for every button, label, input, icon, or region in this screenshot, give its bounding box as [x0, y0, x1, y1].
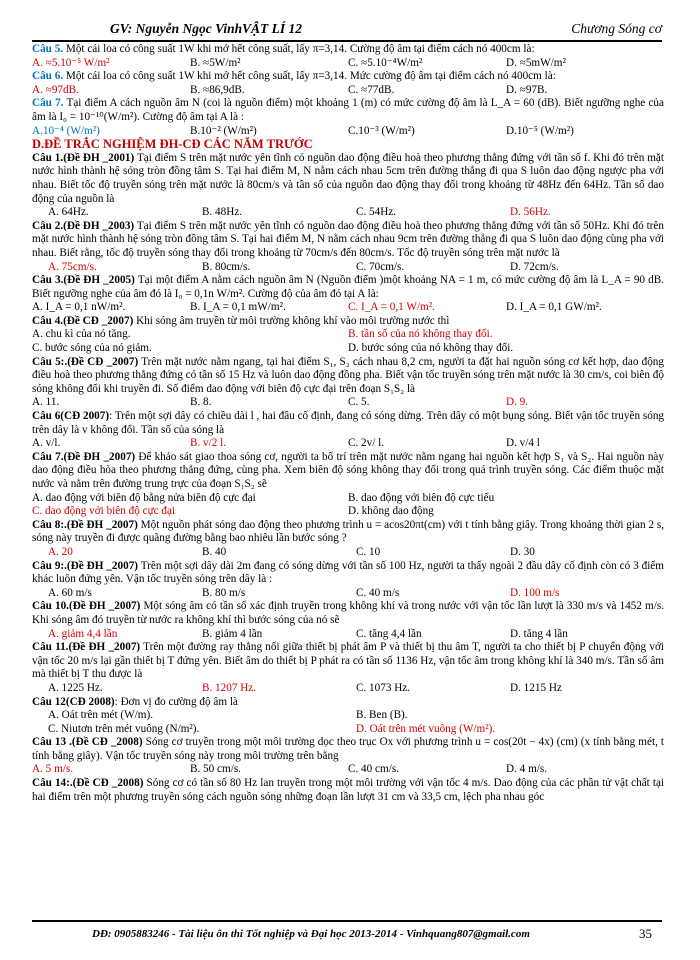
option-c: C. 5.: [348, 396, 370, 409]
section-heading: D.ĐỀ TRẮC NGHIỆM ĐH-CĐ CÁC NĂM TRƯỚC: [32, 137, 313, 152]
exam-question-5: Câu 5:.(Đề CĐ _2007) Trên mặt nước nằm ngang, tại hai điểm S₁, S₂ cách nhau 8,2 cm, người ta đặt hai nguồn sóng cơ kết hợp, dao động điều hoà theo phương thẳng đứng có tần số 15 Hz và luôn dao động đồng pha. Biết vận tốc truyền sóng trên mặt nước là 30 cm/s, coi biên độ sóng không đổi khi truyền đi. Số điểm dao động với biên độ cực đại trên đoạn S₁S₂ là: [32, 355, 664, 395]
exam-question-2-options: [32, 261, 664, 275]
option-c: C. Niutơn trên mét vuông (N/m²).: [48, 722, 200, 735]
option-c: C. tăng 4,4 lần: [356, 627, 422, 640]
option-c: C. bước sóng của nó giảm.: [32, 342, 152, 355]
question-6: Câu 6. Một cái loa có công suất 1W khi mở hết công suất, lấy π=3,14. Mức cường độ âm tại điểm cách nó 400cm là:: [32, 70, 556, 83]
document-body: [32, 43, 664, 804]
exam-question-12-options-ab: [32, 709, 664, 723]
option-b: B.10⁻² (W/m²): [190, 124, 257, 137]
option-c: C.10⁻³ (W/m²): [348, 124, 415, 137]
page-header: [32, 22, 662, 40]
option-a: A. 1225 Hz.: [48, 681, 103, 694]
option-b: B. 1207 Hz.: [202, 681, 257, 694]
exam-question-8: Câu 8:.(Đề ĐH _2007) Một nguồn phát sóng dao động theo phương trình u = acos20πt(cm) với t tính bằng giây. Trong khoảng thời gian 2 s, sóng này truyền đi được quãng đường bằng bao nhiêu lần bước sóng ?: [32, 518, 664, 545]
header-rule: [32, 40, 662, 42]
chapter-title: Chương Sóng cơ: [571, 21, 662, 36]
option-b: B. 80 m/s: [202, 586, 246, 599]
exam-question-14: Câu 14:.(Đề CĐ _2008) Sóng cơ có tần số 80 Hz lan truyền trong một môi trường với vận tốc 4 m/s. Dao động của các phần tử vật chất tại hai điểm trên một phương truyền sóng cách nguồn sóng những đoạn lần lượt 31 cm và 33,5 cm, lệch pha nhau góc: [32, 777, 665, 803]
exam-question-10: Câu 10.(Đề ĐH _2007) Một sóng âm có tần số xác định truyền trong không khí và trong nước với vận tốc lần lượt là 330 m/s và 1452 m/s. Khi sóng âm đó truyền từ nước ra không khí thì bước sóng của nó sẽ: [32, 600, 665, 626]
exam-question-8-options: [32, 546, 664, 560]
option-d: D. 4 m/s.: [506, 763, 548, 776]
option-d: D. v/4 l: [506, 437, 540, 450]
option-a: A. I_A = 0,1 nW/m².: [32, 301, 126, 314]
option-d: D. 1215 Hz: [510, 681, 562, 694]
option-b: B. 40: [202, 545, 227, 558]
exam-question-1-options: [32, 206, 664, 220]
option-b: B. 8.: [190, 396, 212, 409]
option-d: D. tăng 4 lần: [510, 627, 568, 640]
exam-question-4-options-cd: [32, 342, 664, 356]
option-a: A. giảm 4,4 lần: [48, 627, 118, 640]
option-a: A. 64Hz.: [48, 206, 89, 219]
option-a: A. v/l.: [32, 437, 61, 450]
page-number: 35: [639, 926, 652, 941]
option-d: D. 30: [510, 545, 535, 558]
option-a: A. 75cm/s.: [48, 260, 97, 273]
option-b: B. ≈5W/m²: [190, 56, 241, 69]
option-d: D. không dao động: [348, 505, 434, 518]
option-c: C. 2v/ l.: [348, 437, 385, 450]
option-b: B. Ben (B).: [356, 709, 408, 722]
footer-text: DĐ: 0905883246 - Tài liệu ôn thi Tốt nghiệp và Đại học 2013-2014 - Vinhquang807@gmail.com: [92, 928, 530, 940]
option-c: C. ≈77dB.: [348, 83, 395, 96]
option-d: D. I_A = 0,1 GW/m².: [506, 301, 602, 314]
exam-question-13-options: [32, 763, 664, 777]
option-b: B. v/2 l.: [190, 437, 227, 450]
option-a: A. 60 m/s: [48, 586, 92, 599]
option-d: D. ≈5mW/m²: [506, 56, 566, 69]
exam-question-7-options-cd: [32, 505, 664, 519]
exam-question-7: Câu 7.(Đề ĐH _2007) Để khảo sát giao thoa sóng cơ, người ta bố trí trên mặt nước nằm ngang hai nguồn kết hợp S₁ và S₂. Hai nguồn này dao động điều hòa theo phương thẳng đứng, cùng pha. Xem biên độ sóng không thay đổi trong quá trình truyền sóng. Các điểm thuộc mặt nước và nằm trên đường trung trực của đoạn S₁S₂ sẽ: [32, 450, 664, 490]
option-c: C. 10: [356, 545, 381, 558]
exam-question-1: Câu 1.(Đề ĐH _2001) Tại điểm S trên mặt nước yên tĩnh có nguồn dao động điều hoà theo phương thẳng đứng với tần số f. Khi đó trên mặt nước hình thành hệ sóng tròn đồng tâm S. Tại hai điểm M, N nằm cách nhau 5cm trên đường thẳng đi qua S luôn dao động ngược pha với nhau. Biết tốc độ truyền sóng trên mặt nước là 80cm/s và tần số của nguồn dao động thay đổi trong khoảng từ 48Hz đến 64Hz. Tần số dao động của nguồn là: [32, 151, 664, 205]
question-6-options: [32, 84, 664, 98]
exam-question-6: Câu 6(CĐ 2007): Trên một sợi dây có chiều dài l , hai đầu cố định, đang có sóng dừng. Trên dây có một bụng sóng. Biết vận tốc truyền sóng trên dây là v không đổi. Tần số của sóng là: [32, 410, 665, 436]
option-c: C. ≈5.10⁻⁴W/m²: [348, 56, 423, 69]
option-b: B. 80cm/s.: [202, 260, 251, 273]
option-d: D.10⁻⁵ (W/m²): [506, 124, 574, 137]
option-a: A. Oát trên mét (W/m).: [48, 709, 154, 722]
exam-question-3: Câu 3.(Đề ĐH _2005) Tại một điểm A nằm cách nguồn âm N (Nguồn điểm )một khoảng NA = 1 m, có mức cường độ âm là L_A = 90 dB. Biết ngưỡng nghe của âm đó là I₀ = 0,1n W/m². Cường độ của âm đó tại A là:: [32, 274, 664, 300]
exam-question-2: Câu 2.(Đề ĐH _2003) Tại điểm S trên mặt nước yên tĩnh có nguồn dao động điều hoà theo phương thẳng đứng với tần số 50Hz. Khi đó trên mặt nước hình thành hệ sóng tròn đồng tâm S. Tại hai điểm M, N nằm cách nhau 9cm trên đường thẳng đi qua S luôn dao động cùng pha với nhau. Biết rằng, tốc độ truyền sóng thay đổi trong khoảng từ 70cm/s đến 80cm/s. Tốc độ truyền sóng trên mặt nước là: [32, 219, 664, 259]
option-c: C. dao động với biên độ cực đại: [32, 505, 176, 518]
option-b: B. 50 cm/s.: [190, 763, 241, 776]
option-d: D. ≈97B.: [506, 83, 548, 96]
option-b: B. tần số của nó không thay đổi.: [348, 328, 493, 341]
option-c: C. 40 cm/s.: [348, 763, 399, 776]
question-5: Câu 5. Một cái loa có công suất 1W khi mở hết công suất, lấy π=3,14. Cường độ âm tại điểm cách nó 400cm là:: [32, 43, 535, 55]
option-a: A. chu kì của nó tăng.: [32, 328, 131, 341]
option-a: A. 5 m/s.: [32, 763, 74, 776]
option-b: B. I_A = 0,1 mW/m².: [190, 301, 286, 314]
exam-question-10-options: [32, 628, 664, 642]
option-d: D. 72cm/s.: [510, 260, 559, 273]
option-d: D. bước sóng của nó không thay đổi.: [348, 342, 514, 355]
exam-question-11: Câu 11.(Đề ĐH _2007) Trên một đường ray thẳng nối giữa thiết bị phát âm P và thiết bị thu âm T, người ta cho thiết bị P chuyển động với vận tốc 20 m/s lại gần thiết bị T đứng yên. Biết âm do thiết bị P phát ra có tần số 1136 Hz, vận tốc âm trong không khí là 340 m/s. Tần số âm mà thiết bị T thu được là: [32, 641, 664, 681]
option-a: A. dao động với biên độ bằng nửa biên độ cực đại: [32, 491, 256, 504]
exam-question-11-options: [32, 682, 664, 696]
question-5-options: [32, 57, 664, 71]
option-c: C. 40 m/s: [356, 586, 400, 599]
option-c: C. 54Hz.: [356, 206, 397, 219]
exam-question-4: Câu 4.(Đề CĐ _2007) Khi sóng âm truyền từ môi trường không khí vào môi trường nước thì: [32, 314, 450, 327]
page-footer: [32, 920, 662, 941]
exam-question-9-options: [32, 587, 664, 601]
exam-question-13: Câu 13 .(Đề CĐ _2008) Sóng cơ truyền trong một môi trường dọc theo trục Ox với phương trình u = cos(20t − 4x) (cm) (x tính bằng mét, t tính bằng giây). Vận tốc truyền sóng này trong môi trường trên bằng: [32, 736, 664, 762]
option-a: A. 11.: [32, 396, 60, 409]
option-c: C. I_A = 0,1 W/m².: [348, 301, 435, 314]
exam-question-4-options-ab: [32, 328, 664, 342]
exam-question-9: Câu 9:.(Đề ĐH _2007) Trên một sợi dây dài 2m đang có sóng dừng với tần số 100 Hz, người ta thấy ngoài 2 đầu dây cố định còn có 3 điểm khác luôn đứng yên. Vận tốc truyền sóng trên dây là :: [32, 559, 664, 586]
option-b: B. ≈86,9dB.: [190, 83, 245, 96]
exam-question-3-options: [32, 301, 664, 315]
option-a: A. 20: [48, 545, 73, 558]
option-d: D. 100 m/s: [510, 586, 560, 599]
option-d: D. Oát trên mét vuông (W/m²).: [356, 722, 496, 735]
option-a: A. ≈97dB.: [32, 83, 79, 96]
option-b: B. giảm 4 lần: [202, 627, 263, 640]
subject: VẬT LÍ 12: [242, 21, 303, 36]
option-b: B. dao động với biên độ cực tiểu: [348, 491, 495, 504]
exam-question-12-options-cd: [32, 723, 664, 737]
exam-question-12: Câu 12(CĐ 2008): Đơn vị đo cường độ âm là: [32, 695, 238, 708]
exam-question-6-options: [32, 437, 664, 451]
option-a: A. ≈5.10⁻⁵ W/m²: [32, 56, 110, 69]
exam-question-7-options-ab: [32, 492, 664, 506]
option-c: C. 1073 Hz.: [356, 681, 411, 694]
option-c: C. 70cm/s.: [356, 260, 405, 273]
teacher-name: GV: Nguyễn Ngọc Vinh: [110, 21, 243, 36]
option-d: D. 56Hz.: [510, 206, 551, 219]
question-7: Câu 7. Tại điểm A cách nguồn âm N (coi là nguồn điểm) một khoảng 1 (m) có mức cường độ âm là L_A = 60 (dB). Biết ngưỡng nghe của âm là I₀ = 10⁻¹⁰(W/m²). Cường độ âm tại A là :: [32, 97, 664, 123]
exam-question-5-options: [32, 396, 664, 410]
option-d: D. 9.: [506, 396, 529, 409]
option-b: B. 48Hz.: [202, 206, 243, 219]
option-a: A.10⁻⁴ (W/m²): [32, 124, 100, 137]
